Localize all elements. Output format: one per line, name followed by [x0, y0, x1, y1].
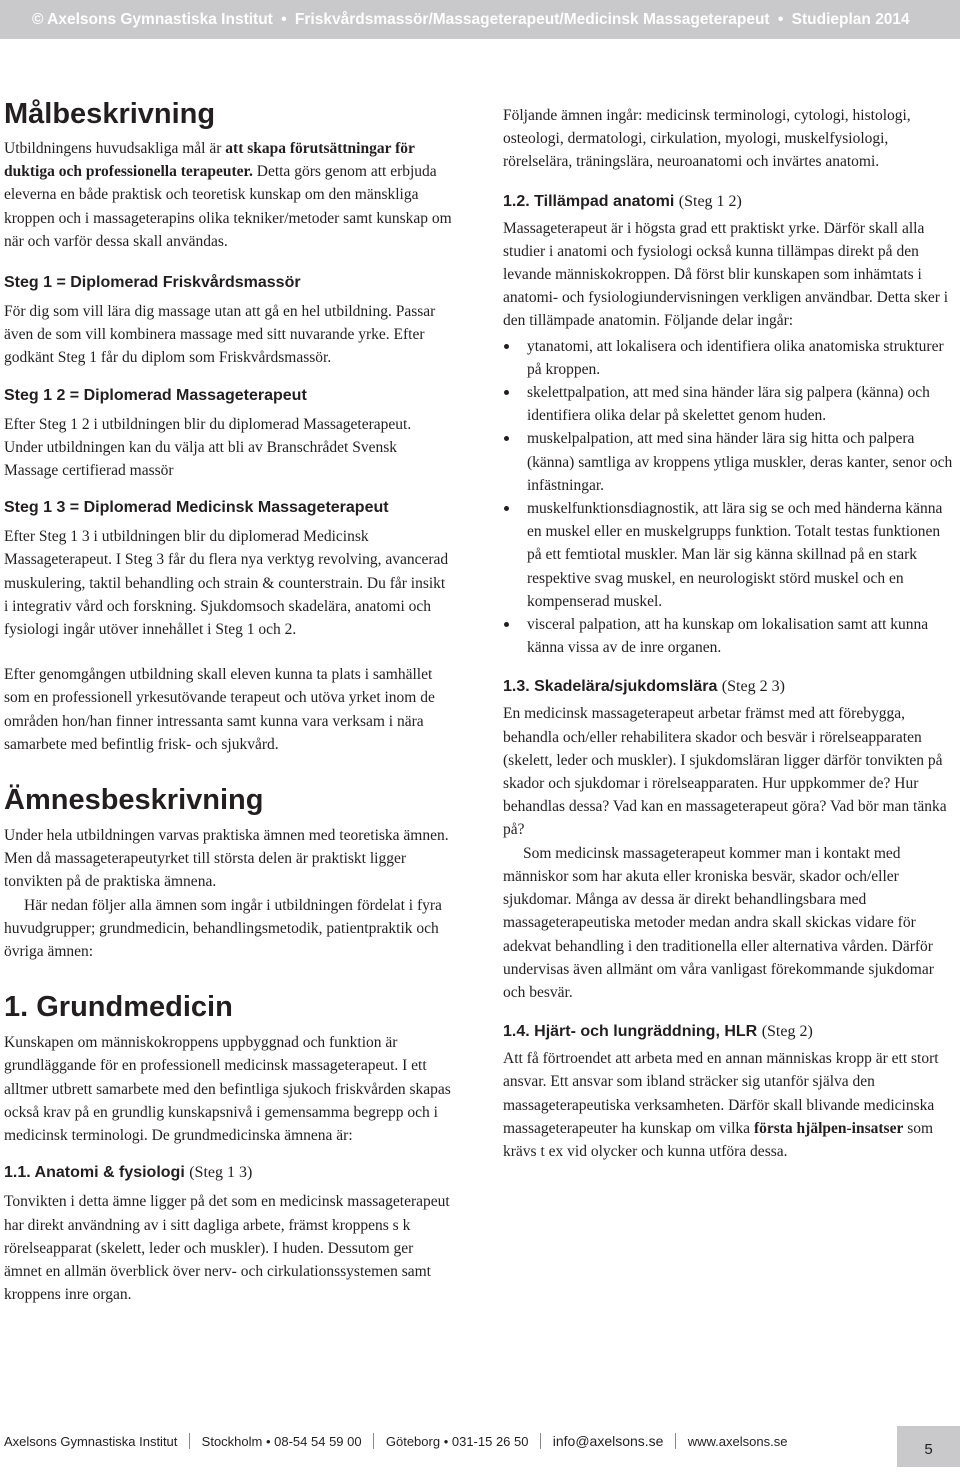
s14-step: (Steg 2) — [761, 1023, 813, 1041]
steg2-heading: Steg 1 2 = Diplomerad Massageterapeut — [4, 386, 307, 404]
footer-phone-goteborg: • 031-15 26 50 — [443, 1434, 529, 1449]
left-column — [4, 96, 452, 1306]
footer-divider — [189, 1433, 190, 1449]
header-separator: • — [281, 11, 287, 28]
page-number: 5 — [897, 1426, 960, 1467]
footer-email[interactable]: info@axelsons.se — [552, 1433, 664, 1449]
list-item — [503, 613, 958, 659]
bullet-text: muskelpalpation, att med sina händer lära sig hitta och palpera (känna) samtliga av kroppens ytliga muskler, deras kanter, senor och infästningar. — [527, 430, 953, 494]
page-footer — [4, 1433, 884, 1449]
copyright-symbol: © — [32, 11, 44, 28]
efter-text: Efter genomgången utbildning skall eleven kunna ta plats i samhället som en professionell yrkesutövande terapeut och utöva yrket inom de områden hon/han finner intressanta samt kunna vara verksam i nära samarbete med befintlig frisk- och sjukvård. — [4, 666, 435, 753]
s12-heading — [503, 190, 958, 213]
s12-step: (Steg 1 2) — [678, 192, 742, 210]
bullet-dot — [504, 506, 509, 511]
intro-emphasis: att skapa förutsättningar för duktiga och professionella terapeuter. — [4, 140, 415, 181]
list-item — [503, 381, 958, 427]
amnes-text-2: Här nedan följer alla ämnen som ingår i utbildningen fördelat i fyra huvudgrupper; grundmedicin, behandlingsmetodik, patientpraktik och övriga ämnen: — [4, 896, 442, 961]
section-title-grundmedicin: 1. Grundmedicin — [4, 991, 233, 1024]
grundmedicin-text: Kunskapen om människokroppens uppbyggnad och funktion är grundläggande för en professionell medicinsk massageterapeut. I ett alltmer utbrett samarbete med den befintliga sjukoch friskvården skapas också krav på en grundlig kunskapsnivå i gemensamma begrepp och i medicinsk terminologi. De grundmedicinska ämnena är: — [4, 1034, 451, 1145]
page-header — [0, 0, 960, 39]
footer-city-goteborg: Göteborg — [385, 1434, 441, 1449]
s12-bullet-list — [503, 335, 958, 660]
bullet-dot — [504, 436, 509, 441]
steg1-text: För dig som vill lära dig massage utan att gå en hel utbildning. Passar även de som vill kombinera massage med sitt nuvarande yrke. Efter godkänt Steg 1 får du diplom som Friskvårdsmassör. — [4, 303, 436, 367]
steg3-text: Efter Steg 1 3 i utbildningen blir du diplomerad Medicinsk Massageterapeut. I Steg 3 får du flera nya verktyg revolving, avancerad muskulering, taktil behandling och strain & counterstrain. Du får insikt i integrativ vård och forskning. Sjukdomsoch skadelära, anatomi och fysiologi ingår utöver innehållet i Steg 1 och 2. — [4, 528, 449, 639]
bullet-dot — [504, 344, 509, 349]
s11-heading — [4, 1161, 452, 1184]
s13-heading — [503, 675, 958, 698]
bullet-text: muskelfunktionsdiagnostik, att lära sig se och med händerna känna en muskel eller en muskelgrupps funktion. Totalt testas funktionen på ett femtiotal muskler. Man lär sig känna skillnad på en stark respektive svag muskel, en neurologiskt störd muskel och en kompenserad muskel. — [527, 500, 943, 610]
s11-title: 1.1. Anatomi & fysiologi — [4, 1164, 185, 1182]
s14-text-bold: första hjälpen-insatser — [753, 1119, 904, 1137]
list-item — [503, 497, 958, 613]
bullet-text: ytanatomi, att lokalisera och identifiera olika anatomiska strukturer på kroppen. — [527, 337, 944, 378]
s14-text-rest: som krävs t ex vid olycker och kunna utföra dessa. — [503, 1119, 934, 1160]
s13-text-1: En medicinsk massageterapeut arbetar främst med att förebygga, behandla och/eller rehabilitera skador och besvär i rörelseapparaten (skelett, leder och muskler). I sjukdomsläran ligger därför tonvikten på skador och sjukdomar i rörelseapparaten. Hur uppkommer de? Hur behandlas dessa? Vad kan en massageterapeut göra? Vad bör man tänka på? — [503, 705, 947, 839]
header-org: Axelsons Gymnastiska Institut — [47, 11, 273, 28]
s14-text — [503, 1047, 958, 1163]
header-studieplan: Studieplan 2014 — [791, 11, 910, 28]
steg2-text: Efter Steg 1 2 i utbildningen blir du diplomerad Massageterapeut. Under utbildningen kan du välja att bli av Branschrådet Svensk Massage certifierad massör — [4, 415, 412, 480]
s14-title: 1.4. Hjärt- och lungräddning, HLR — [503, 1023, 758, 1041]
list-item — [503, 427, 958, 497]
s13-step: (Steg 2 3) — [721, 678, 785, 696]
right-column — [503, 104, 958, 1163]
amnes-text-1: Under hela utbildningen varvas praktiska ämnen med teoretiska ämnen. Men då massageterapeutyrket till största delen är praktiskt ligger tonvikten på de praktiska ämnena. — [4, 827, 449, 891]
footer-phone-stockholm: • 08-54 54 59 00 — [265, 1434, 362, 1449]
footer-divider — [540, 1433, 541, 1449]
s11-text: Tonvikten i detta ämne ligger på det som en medicinsk massageterapeut har direkt användning av i sitt dagliga arbete, främst kroppens s k rörelseapparat (skelett, leder och muskler). I huden. Dessutom ger ämnet en allmän överblick över nerv- och cirkulationssystemen samt kroppens inre organ. — [4, 1193, 450, 1304]
footer-divider — [675, 1433, 676, 1449]
header-separator: • — [777, 11, 784, 28]
malbeskrivning-text — [4, 137, 452, 253]
amnen-list-text: Följande ämnen ingår: medicinsk terminologi, cytologi, histologi, osteologi, dermatologi, cirkulation, myologi, muskelfysiologi, rörelselära, träningslära, neuroanatomi och invärtes anatomi. — [503, 107, 911, 171]
s12-text: Massageterapeut är i högsta grad ett praktiskt yrke. Därför skall alla studier i anatomi och fysiologi också kunna tillämpas direkt på den levande människokroppen. Då först blir kunskapen som inhämtats i anatomi- och fysiologiundervisningen verkligen användbar. Detta sker i den tillämpade anatomin. Följande delar ingår: — [503, 219, 949, 330]
s13-text-2: Som medicinsk massageterapeut kommer man i kontakt med människor som har akuta eller kroniska besvär, skador och/eller sjukdomar. Många av dessa är direkt behandlingsbara med massageterapeutiska metoder medan andra skall skickas vidare för adekvat behandling i den traditionella eller alternativa vården. Därför undervisas även allmänt om våra vanligast förekommande sjukdomar och besvär. — [503, 844, 934, 1001]
section-title-malbeskrivning: Målbeskrivning — [4, 98, 216, 130]
bullet-dot — [504, 622, 509, 627]
steg3-heading: Steg 1 3 = Diplomerad Medicinsk Massageterapeut — [4, 499, 389, 517]
section-title-amnesbeskrivning: Ämnesbeskrivning — [4, 784, 264, 817]
steg1-heading: Steg 1 = Diplomerad Friskvårdsmassör — [4, 274, 301, 292]
bullet-dot — [504, 390, 509, 395]
list-item — [503, 335, 958, 381]
bullet-text: visceral palpation, att ha kunskap om lokalisation samt att kunna känna vissa av de inre organen. — [527, 616, 929, 657]
s14-text-lead: Att få förtroendet att arbeta med en annan människas kropp är ett stort ansvar. Ett ansvar som ibland sträcker sig utanför själva den massageterapeutiska verksamheten. Därför skall blivande medicinska massageterapeuter ha kunskap om vilka — [503, 1050, 939, 1137]
s14-heading — [503, 1020, 958, 1043]
intro-rest: Detta görs genom att erbjuda eleverna en både praktisk och teoretisk kunskap om den mänskliga kroppen och i massageterapins olika tekniker/metoder samt kunskap om när och varför dessa skall användas. — [4, 163, 452, 250]
s12-title: 1.2. Tillämpad anatomi — [503, 192, 675, 210]
bullet-text: skelettpalpation, att med sina händer lära sig palpera (känna) och identifiera olika delar på skelettet genom huden. — [527, 384, 930, 425]
s11-step: (Steg 1 3) — [189, 1164, 253, 1182]
intro-lead: Utbildningens huvudsakliga mål är — [4, 140, 226, 157]
s13-title: 1.3. Skadelära/sjukdomslära — [503, 678, 718, 696]
footer-website[interactable]: www.axelsons.se — [687, 1434, 788, 1449]
footer-city-stockholm: Stockholm — [201, 1434, 263, 1449]
footer-divider — [373, 1433, 374, 1449]
header-program: Friskvårdsmassör/Massageterapeut/Medicinsk Massageterapeut — [294, 11, 770, 28]
footer-org: Axelsons Gymnastiska Institut — [4, 1434, 178, 1449]
